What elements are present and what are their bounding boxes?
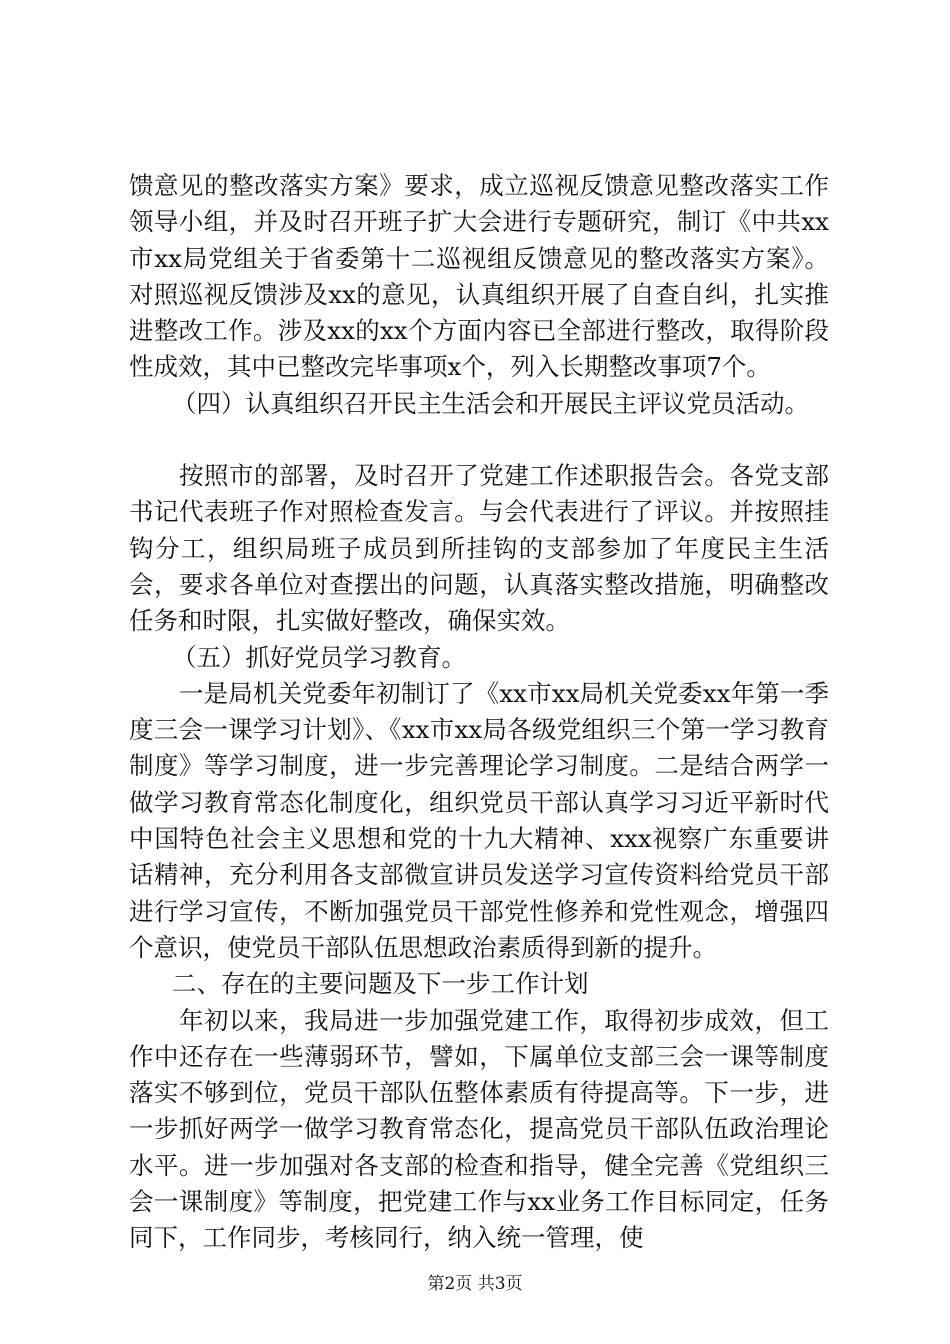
paragraph-rectification-plan: 馈意见的整改落实方案》要求，成立巡视反馈意见整改落实工作领导小组，并及时召开班子扩大会进行专题研究，制订《中共xx市xx局党组关于省委第十二巡视组反馈意见的整改落实方案》。对照巡视反馈涉及xx的意见，认真组织开展了自查自纠，扎实推进整改工作。涉及xx的xx个方面内容已全部进行整改，取得阶段性成效，其中已整改完毕事项x个，列入长期整改事项7个。 — [129, 171, 829, 382]
section-heading-problems-and-plans: 二、存在的主要问题及下一步工作计划 — [172, 969, 589, 999]
subheading-party-member-education: （五）抓好党员学习教育。 — [172, 642, 466, 672]
paragraph-next-steps: 年初以来，我局进一步加强党建工作，取得初步成效，但工作中还存在一些薄弱环节，譬如，下属单位支部三会一课等制度落实不够到位，党员干部队伍整体素质有待提高等。下一步，进一步抓好两学一做学习教育常态化，提高党员干部队伍政治理论水平。进一步加强对各支部的检查和指导，健全完善《党组织三会一课制度》等制度，把党建工作与xx业务工作目标同定，任务同下，工作同步，考核同行，纳入统一管理，使 — [129, 1005, 829, 1253]
subheading-democratic-life-meeting: （四）认真组织召开民主生活会和开展民主评议党员活动。 — [172, 388, 809, 418]
document-body — [129, 168, 829, 1257]
paragraph-work-report-meeting: 按照市的部署，及时召开了党建工作述职报告会。各党支部书记代表班子作对照检查发言。与会代表进行了评议。并按照挂钩分工，组织局班子成员到所挂钩的支部参加了年度民主生活会，要求各单位对查摆出的问题，认真落实整改措施，明确整改任务和时限，扎实做好整改，确保实效。 — [129, 461, 829, 636]
paragraph-spacer — [129, 422, 829, 458]
paragraph-study-plans: 一是局机关党委年初制订了《xx市xx局机关党委xx年第一季度三会一课学习计划》、《xx市xx局各级党组织三个第一学习教育制度》等学习制度，进一步完善理论学习制度。二是结合两学一做学习教育常态化制度化，组织党员干部认真学习习近平新时代中国特色社会主义思想和党的十九大精神、xxx视察广东重要讲话精神，充分利用各支部微宣讲员发送学习宣传资料给党员干部进行学习宣传，不断加强党员干部党性修养和党性观念，增强四个意识，使党员干部队伍思想政治素质得到新的提升。 — [129, 678, 829, 962]
page-number-footer: 第2页 共3页 — [427, 1274, 523, 1294]
